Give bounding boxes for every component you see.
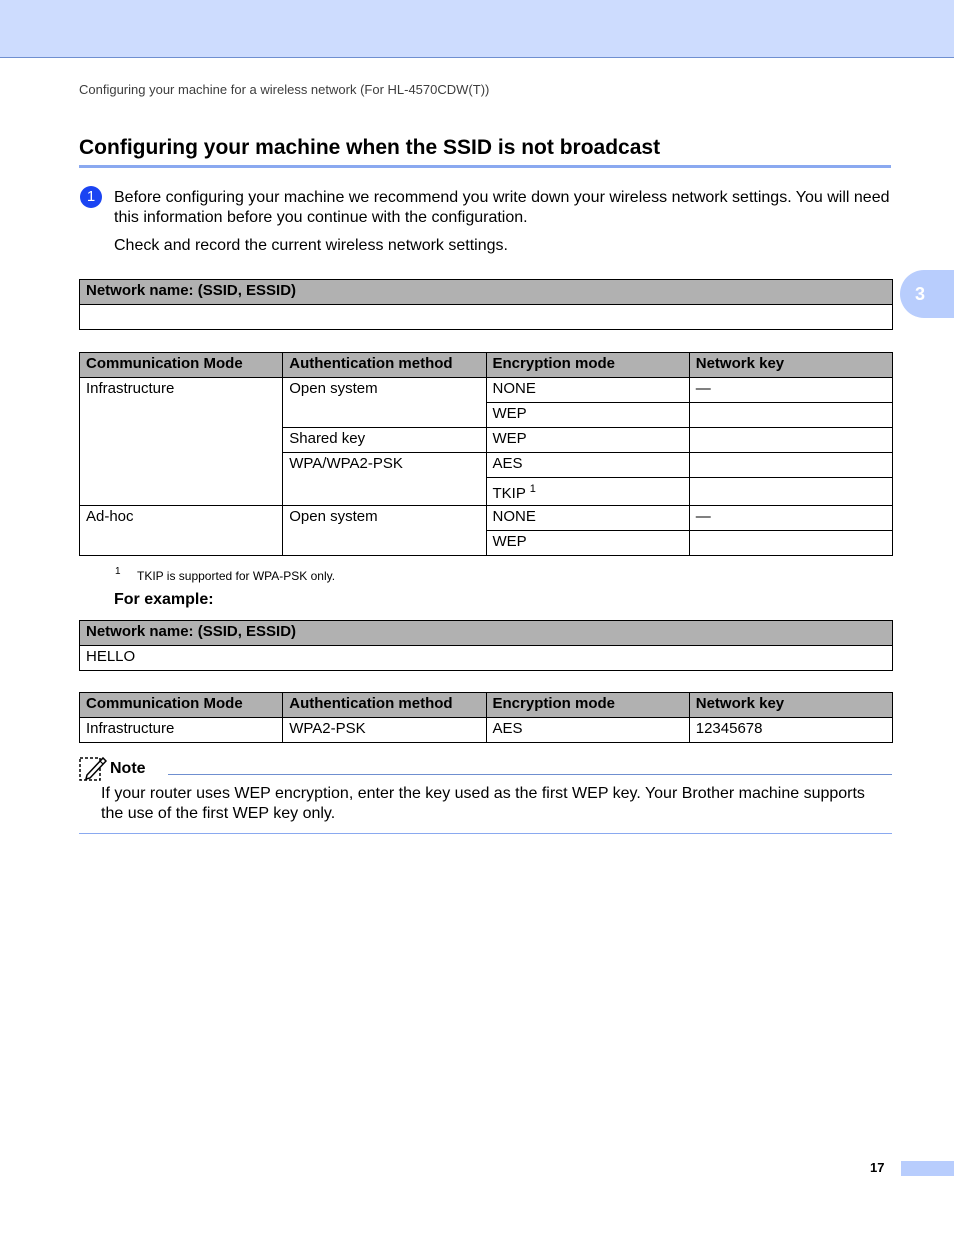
cell-open-system: Open system [283,506,486,556]
section-title: Configuring your machine when the SSID is not broadcast [79,136,891,168]
ssid-record-table [79,279,893,330]
example-header-encryption-mode: Encryption mode [486,693,689,718]
note-pencil-icon [79,755,107,781]
page-number: 17 [870,1160,885,1175]
ssid-blank-cell [80,305,893,330]
cell-wep: WEP [486,403,689,428]
step-followup: Check and record the current wireless network settings. [114,237,508,254]
example-header-authentication-method: Authentication method [283,693,486,718]
cell-key-blank [689,453,892,478]
header-encryption-mode: Encryption mode [486,353,689,378]
note-label: Note [110,760,146,777]
running-header: Configuring your machine for a wireless network (For HL-4570CDW(T)) [79,82,490,97]
cell-key-blank [689,403,892,428]
note-bottom-divider [79,833,892,834]
step-instruction: Before configuring your machine we recommend you write down your wireless network settings. You will need this information before you continue with the configuration. [114,189,890,226]
header-authentication-method: Authentication method [283,353,486,378]
cell-key-dash: — [689,378,892,403]
note-divider [168,774,892,775]
cell-wep: WEP [486,428,689,453]
chapter-tab: 3 [900,270,954,318]
cell-shared-key: Shared key [283,428,486,453]
example-header-communication-mode: Communication Mode [80,693,283,718]
cell-key-blank [689,428,892,453]
tkip-label: TKIP [492,485,526,502]
cell-infrastructure: Infrastructure [80,378,283,506]
example-cell-key: 12345678 [689,718,892,743]
example-modes-table [79,692,893,743]
example-header-network-key: Network key [689,693,892,718]
example-cell-auth: WPA2-PSK [283,718,486,743]
cell-none: NONE [486,378,689,403]
cell-none: NONE [486,506,689,531]
footnote-text: TKIP is supported for WPA-PSK only. [137,569,336,583]
note-text: If your router uses WEP encryption, enter the key used as the first WEP key. Your Brother machine supports the use of the first WEP key only. [101,785,865,822]
cell-aes: AES [486,453,689,478]
footnote-ref: 1 [529,483,536,495]
cell-adhoc: Ad-hoc [80,506,283,556]
top-header-band [0,0,954,58]
header-network-key: Network key [689,353,892,378]
example-cell-encryption: AES [486,718,689,743]
example-cell-mode: Infrastructure [80,718,283,743]
step-number-badge: 1 [80,186,102,208]
example-ssid-header: Network name: (SSID, ESSID) [80,621,893,646]
cell-key-dash: — [689,506,892,531]
ssid-header-cell: Network name: (SSID, ESSID) [80,280,893,305]
cell-key-blank [689,531,892,556]
cell-open-system: Open system [283,378,486,428]
modes-record-table [79,352,893,556]
example-ssid-value: HELLO [80,646,893,671]
page-number-bar [901,1161,954,1176]
footnote-number: 1 [115,566,121,577]
cell-wpa-wpa2-psk: WPA/WPA2-PSK [283,453,486,506]
cell-wep: WEP [486,531,689,556]
example-ssid-table [79,620,893,671]
cell-tkip [486,478,689,506]
example-label: For example: [114,591,214,608]
header-communication-mode: Communication Mode [80,353,283,378]
cell-key-blank [689,478,892,506]
